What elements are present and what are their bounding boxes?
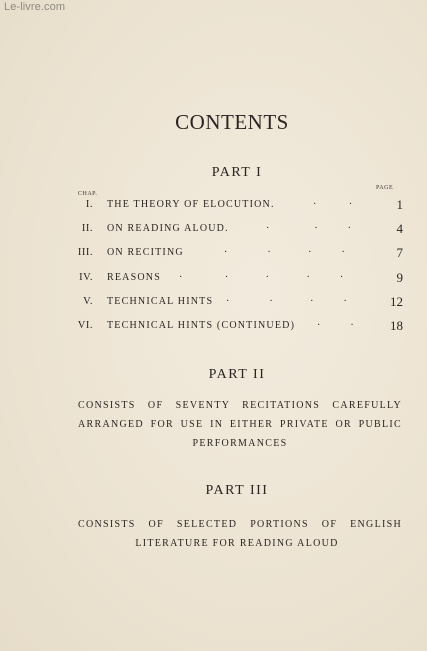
page-number: 7 — [396, 245, 403, 260]
description-line: CONSISTS OF SELECTED PORTIONS OF ENGLISH — [78, 519, 402, 530]
toc-entry — [0, 221, 427, 237]
chapter-title: THE THEORY OF ELOCUTION. — [107, 199, 275, 210]
description-line: CONSISTS OF SEVENTY RECITATIONS CAREFULLY — [78, 400, 402, 411]
watermark: Le-livre.com — [4, 1, 66, 13]
part-1-heading: PART I — [211, 165, 263, 180]
chapter-number: VI. — [77, 320, 93, 331]
chapter-title: ON READING ALOUD. — [107, 223, 229, 234]
description-line: PERFORMANCES — [192, 438, 288, 449]
chapter-title: REASONS — [107, 272, 161, 283]
chapter-title: TECHNICAL HINTS — [107, 296, 214, 307]
description-line: LITERATURE FOR READING ALOUD — [135, 538, 339, 549]
toc-entry — [0, 245, 427, 261]
page-number: 18 — [390, 318, 403, 333]
page-number: 4 — [396, 221, 403, 236]
part-2-description — [78, 396, 402, 453]
chapter-number: IV. — [79, 272, 93, 283]
dot-leader: · · · — [266, 223, 351, 234]
part-2-heading: PART II — [208, 367, 266, 382]
page-number: 9 — [396, 270, 403, 285]
dot-leader: · · — [317, 320, 354, 331]
toc-entry — [0, 318, 427, 334]
chapter-number: V. — [83, 296, 93, 307]
toc-entry — [0, 270, 427, 286]
page-column-label: PAGE — [376, 185, 394, 191]
page-title: CONTENTS — [175, 110, 289, 134]
chapter-number: I. — [85, 199, 93, 210]
dot-leader: · · · · · — [179, 272, 344, 283]
page-number: 1 — [396, 197, 403, 212]
chapter-number: II. — [81, 223, 93, 234]
dot-leader: · · — [313, 199, 353, 210]
description-line: ARRANGED FOR USE IN EITHER PRIVATE OR PUBLIC — [78, 419, 402, 430]
part-3-description — [78, 515, 402, 553]
chapter-title: ON RECITING — [107, 247, 184, 258]
part-3-heading: PART III — [205, 483, 269, 498]
chapter-title: TECHNICAL HINTS (CONTINUED) — [107, 320, 296, 331]
dot-leader: · · · · — [224, 247, 345, 258]
toc-entry — [0, 197, 427, 213]
dot-leader: · · · · — [226, 296, 347, 307]
toc-entry — [0, 294, 427, 310]
chapter-number: III. — [77, 247, 93, 258]
chapter-column-label: CHAP. — [78, 191, 98, 197]
page-number: 12 — [390, 294, 403, 309]
